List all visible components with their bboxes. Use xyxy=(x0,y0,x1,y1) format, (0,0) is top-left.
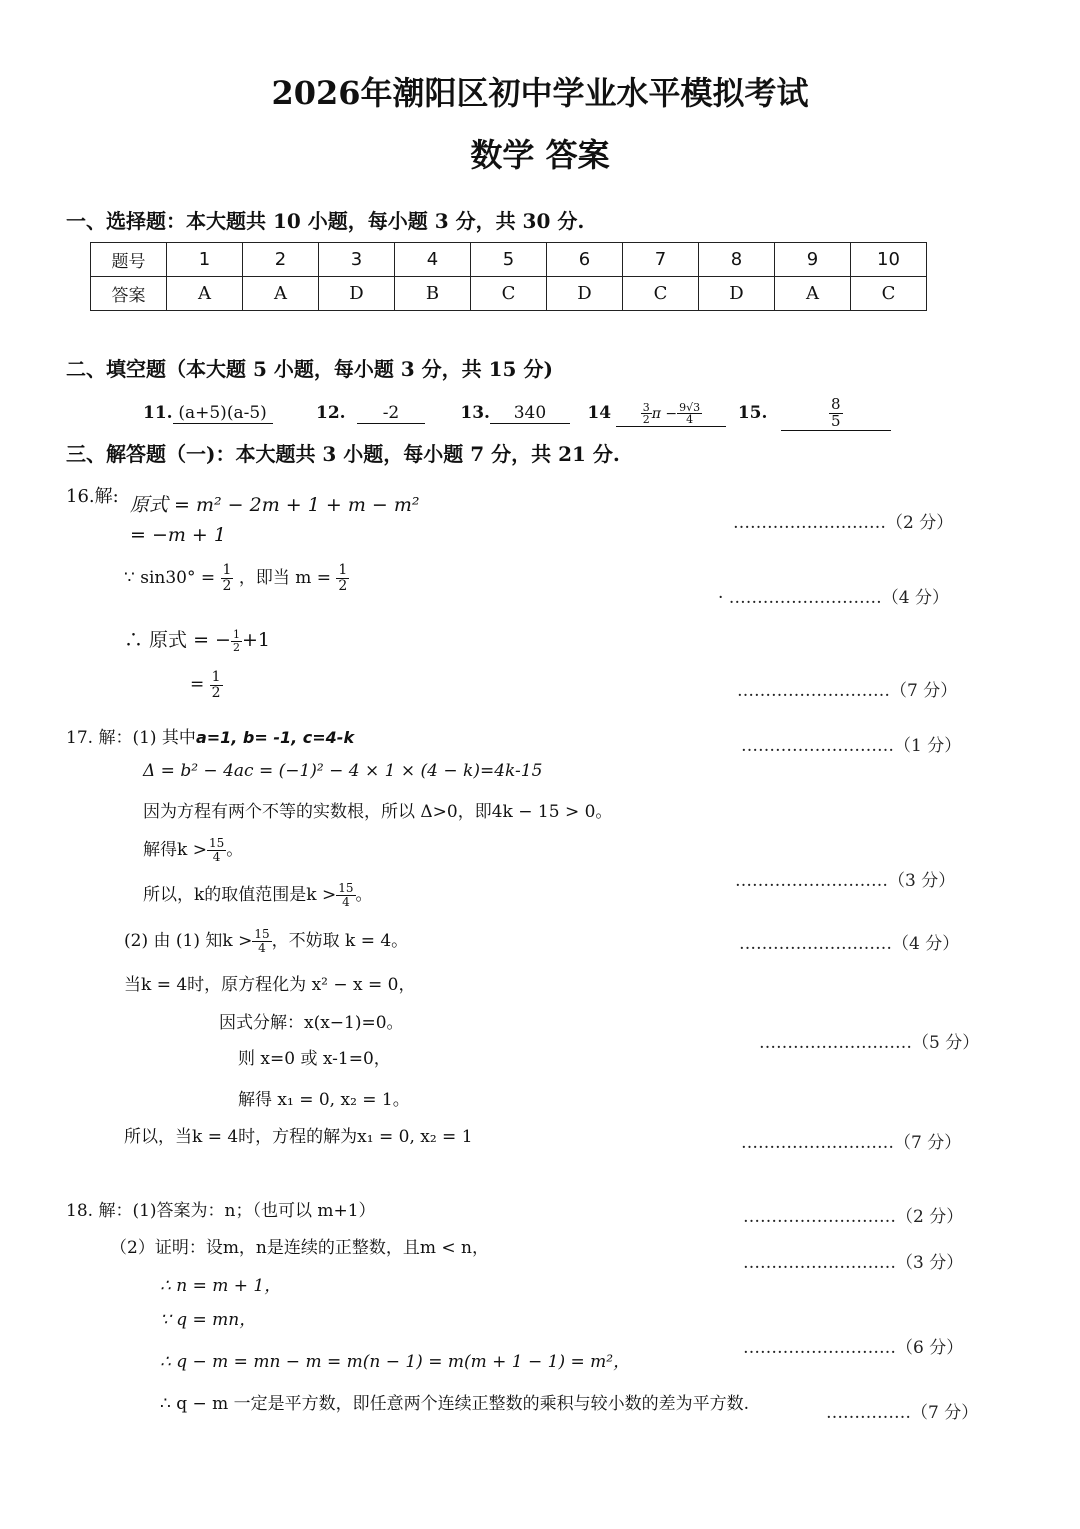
q17-step7: 当k = 4时，原方程化为 x² − x = 0， xyxy=(124,975,416,995)
score-mark: ………………………（1 分） xyxy=(741,736,962,756)
q18-step5: ∴ q − m = mn − m = m(n − 1) = m(m + 1 − 1) = m²， xyxy=(160,1352,631,1372)
q17-discriminant: Δ = b² − 4ac = (−1)² − 4 × 1 × (4 − k)=4k-15 xyxy=(143,761,543,781)
q17-conclusion: 所以，当k = 4时，方程的解为x₁ = 0, x₂ = 1 xyxy=(124,1127,473,1147)
score-mark: · ………………………（4 分） xyxy=(718,588,950,608)
q17-step4: 解得k > $\frac{15}{4}$ 。 xyxy=(143,836,244,864)
table-cell: 7 xyxy=(623,243,699,277)
table-cell: A xyxy=(167,277,243,311)
q15-answer: $\frac{8}{5}$ xyxy=(781,397,891,431)
table-cell: 10 xyxy=(851,243,927,277)
q18-part2: （2）证明：设m，n是连续的正整数，且m < n， xyxy=(110,1238,490,1258)
q18-step3: ∴ n = m + 1， xyxy=(160,1276,282,1296)
section3-heading: 三、解答题（一)：本大题共 3 小题，每小题 7 分，共 21 分. xyxy=(66,442,620,466)
score-mark: ………………………（2 分） xyxy=(733,513,954,533)
table-cell: A xyxy=(775,277,851,311)
q13-answer: 340 xyxy=(490,403,570,424)
table-cell: 2 xyxy=(243,243,319,277)
table-cell: 9 xyxy=(775,243,851,277)
q12-label: 12. xyxy=(315,402,346,423)
q18-conclusion: ∴ q − m 一定是平方数，即任意两个连续正整数的乘积与较小数的差为平方数. xyxy=(160,1394,750,1414)
q14-answer xyxy=(616,402,726,427)
q17-step5: 所以，k的取值范围是k > $\frac{15}{4}$ 。 xyxy=(143,881,373,909)
score-mark: ………………………（5 分） xyxy=(759,1033,980,1053)
score-mark: ………………………（4 分） xyxy=(739,934,960,954)
score-mark: ………………………（7 分） xyxy=(741,1133,962,1153)
table-cell: C xyxy=(851,277,927,311)
q13-label: 13. xyxy=(460,402,490,423)
q14-pi: π − xyxy=(651,405,678,422)
q16-step3: ∵ sin30° = $\frac{1}{2}$ ，即当 m = $\frac{1}{2}$ xyxy=(124,562,348,594)
score-mark: ………………………（3 分） xyxy=(743,1253,964,1273)
table-cell: 8 xyxy=(699,243,775,277)
table-cell: D xyxy=(547,277,623,311)
q15-label: 15. xyxy=(737,402,768,423)
score-mark: ………………………（2 分） xyxy=(743,1207,964,1227)
q16-step4: ∴ 原式 = − $\frac{1}{2}$ +1 xyxy=(124,627,270,654)
q17-step8: 因式分解：x(x−1)=0。 xyxy=(219,1013,404,1033)
table-cell: 3 xyxy=(319,243,395,277)
table-cell: D xyxy=(699,277,775,311)
q12-answer: -2 xyxy=(357,403,425,424)
table-cell: B xyxy=(395,277,471,311)
q16-label: 16.解: xyxy=(66,486,119,507)
answer-table xyxy=(90,242,927,311)
row-label-number: 题号 xyxy=(91,243,167,277)
q17-step10: 解得 x₁ = 0, x₂ = 1。 xyxy=(238,1090,410,1110)
section2-heading: 二、填空题（本大题 5 小题，每小题 3 分，共 15 分) xyxy=(66,357,553,381)
section1-heading: 一、选择题：本大题共 10 小题，每小题 3 分，共 30 分. xyxy=(66,209,585,233)
table-cell: C xyxy=(623,277,699,311)
q17-part2: (2) 由 (1) 知k > $\frac{15}{4}$ ，不妨取 k = 4。 xyxy=(124,927,409,955)
q14-label: 14 xyxy=(587,402,612,423)
table-row-answers xyxy=(91,277,927,311)
q16-step5: = $\frac{1}{2}$ xyxy=(190,669,221,701)
table-cell: C xyxy=(471,277,547,311)
q16-step1: 原式 = m² − 2m + 1 + m − m² xyxy=(130,494,420,516)
score-mark: ………………………（3 分） xyxy=(735,871,956,891)
q14-fraction-b: $\frac{9√3}{4}$ xyxy=(679,400,701,427)
q11-label: 11. xyxy=(143,402,173,423)
table-cell: A xyxy=(243,277,319,311)
q17-step1: 17. 解：(1) 其中a=1, b= -1, c=4-k xyxy=(66,728,355,748)
score-mark: ………………………（7 分） xyxy=(737,681,958,701)
q14-fraction-a: $\frac{3}{2}$ xyxy=(642,400,650,427)
table-cell: 4 xyxy=(395,243,471,277)
page-title: 2026年潮阳区初中学业水平模拟考试 xyxy=(271,74,809,112)
score-mark: ……………（7 分） xyxy=(826,1403,979,1423)
table-cell: 6 xyxy=(547,243,623,277)
table-cell: D xyxy=(319,277,395,311)
score-mark: ………………………（6 分） xyxy=(743,1338,964,1358)
q17-step9: 则 x=0 或 x-1=0， xyxy=(238,1049,391,1069)
q16-step2: = −m + 1 xyxy=(130,524,226,546)
table-cell: 1 xyxy=(167,243,243,277)
q18-part1: 18. 解：(1)答案为：n；（也可以 m+1） xyxy=(66,1201,376,1221)
table-cell: 5 xyxy=(471,243,547,277)
q17-step3: 因为方程有两个不等的实数根，所以 Δ>0，即4k − 15 > 0。 xyxy=(143,802,613,822)
table-row-numbers xyxy=(91,243,927,277)
row-label-answer: 答案 xyxy=(91,277,167,311)
q18-step4: ∵ q = mn， xyxy=(160,1310,257,1330)
q11-answer: (a+5)(a-5) xyxy=(173,403,273,424)
fill-answers-row xyxy=(143,397,891,431)
page-subtitle: 数学 答案 xyxy=(470,136,610,174)
